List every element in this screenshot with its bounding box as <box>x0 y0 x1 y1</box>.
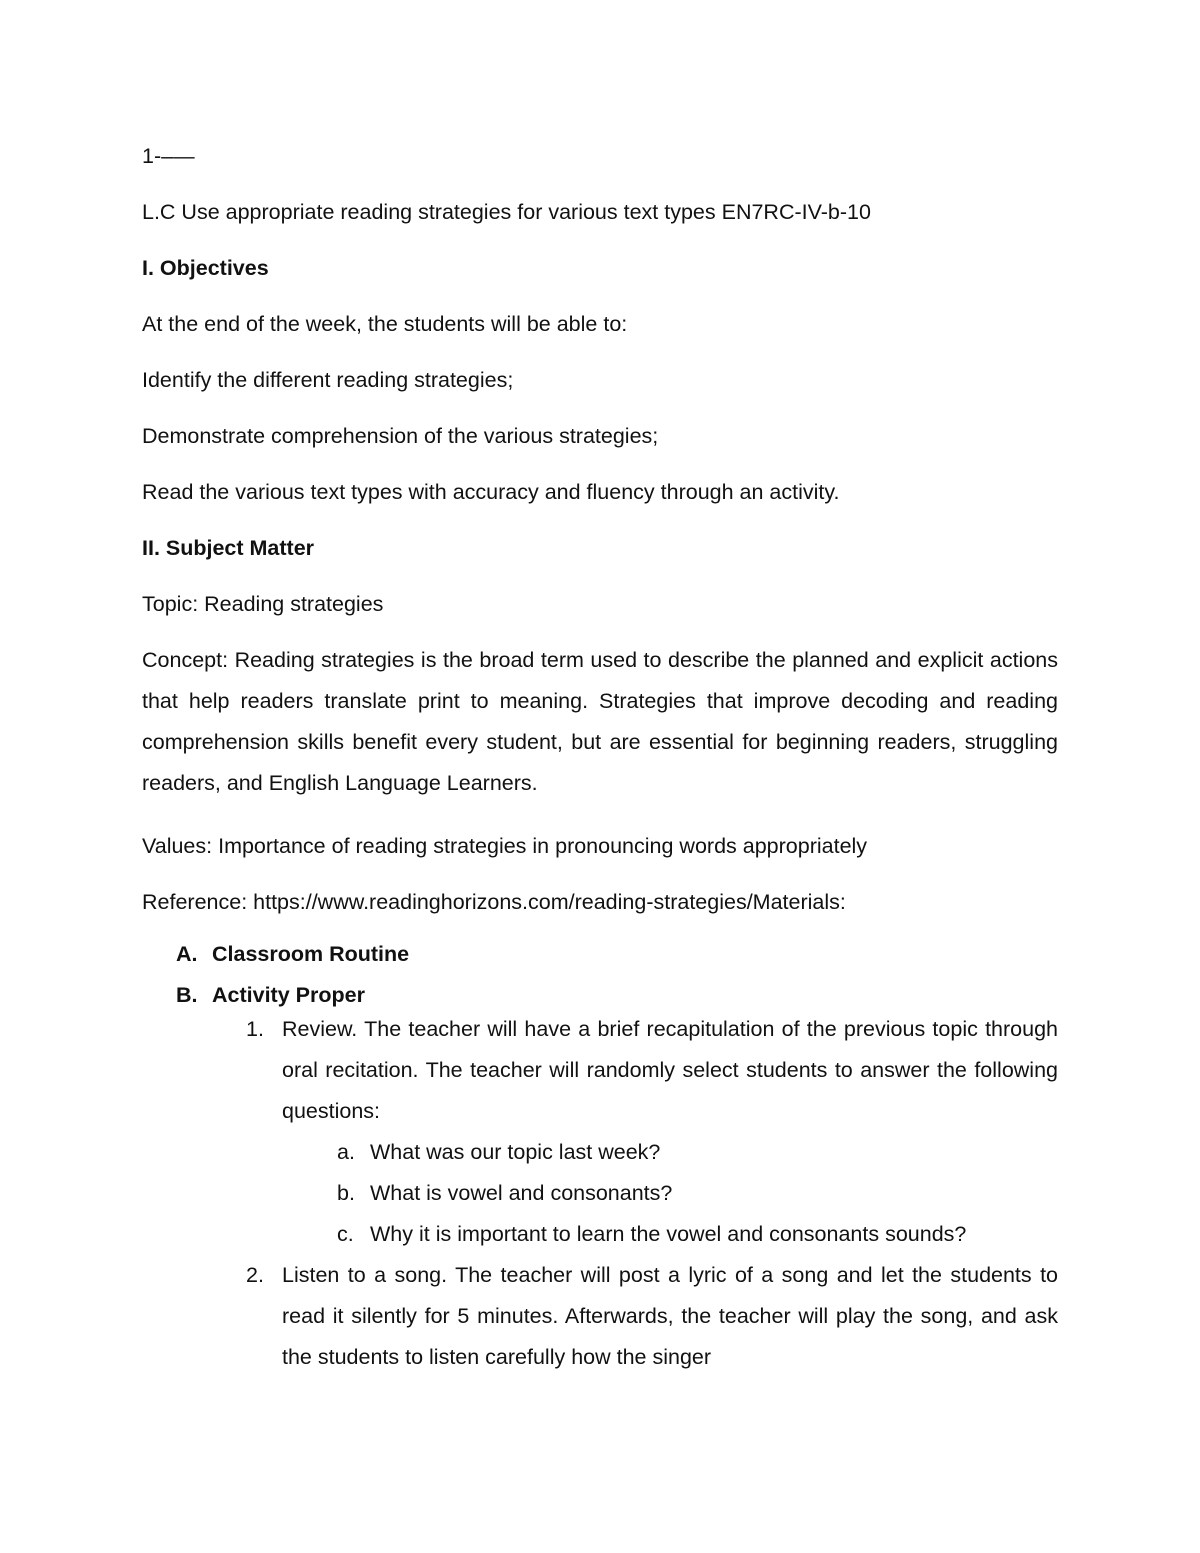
section-title: Activity Proper <box>212 983 365 1007</box>
objective-item: Read the various text types with accuracy and fluency through an activity. <box>142 480 840 504</box>
section-classroom-routine <box>142 941 1058 968</box>
reference-line: Reference: https://www.readinghorizons.com/reading-strategies/Materials: <box>142 890 846 914</box>
question-marker: a. <box>337 1140 355 1164</box>
page-marker: 1-–— <box>142 144 195 168</box>
topic-line: Topic: Reading strategies <box>142 592 384 616</box>
objectives-intro: At the end of the week, the students will be able to: <box>142 312 628 336</box>
review-question <box>282 1173 1058 1214</box>
section-activity-proper <box>142 982 1058 1378</box>
review-question <box>282 1214 1058 1255</box>
values-line: Values: Importance of reading strategies in pronouncing words appropriately <box>142 834 868 858</box>
concept-paragraph: Concept: Reading strategies is the broad term used to describe the planned and explicit actions that help readers translate print to meaning. Strategies that improve decoding and reading comprehension skills benefit every student, but are essential for beginning readers, struggling readers, and English Language Learners. <box>142 648 1058 795</box>
procedure-sections <box>142 941 1058 1378</box>
section-title: Classroom Routine <box>212 942 410 966</box>
objective-item: Demonstrate comprehension of the various strategies; <box>142 424 659 448</box>
question-text: What was our topic last week? <box>370 1140 661 1164</box>
document-body <box>142 143 1058 1392</box>
objectives-heading: I. Objectives <box>142 256 269 280</box>
activity-step-listen <box>142 1255 1058 1378</box>
step-marker: 2. <box>246 1263 264 1287</box>
learning-competency: L.C Use appropriate reading strategies for various text types EN7RC-IV-b-10 <box>142 200 871 224</box>
review-question <box>282 1132 1058 1173</box>
subject-matter-heading: II. Subject Matter <box>142 536 315 560</box>
question-text: What is vowel and consonants? <box>370 1181 673 1205</box>
activity-step-review <box>142 1009 1058 1255</box>
question-marker: b. <box>337 1181 355 1205</box>
question-marker: c. <box>337 1222 354 1246</box>
review-questions <box>282 1132 1058 1255</box>
objective-item: Identify the different reading strategies; <box>142 368 514 392</box>
activity-steps <box>142 1009 1058 1378</box>
step-text: Listen to a song. The teacher will post a lyric of a song and let the students to read it silently for 5 minutes. Afterwards, the teacher will play the song, and ask the students to listen carefully how the singer <box>282 1263 1058 1369</box>
question-text: Why it is important to learn the vowel and consonants sounds? <box>370 1222 967 1246</box>
step-marker: 1. <box>246 1017 264 1041</box>
section-marker: A. <box>176 942 198 966</box>
step-text: Review. The teacher will have a brief recapitulation of the previous topic through oral recitation. The teacher will randomly select students to answer the following questions: <box>282 1017 1058 1123</box>
section-marker: B. <box>176 983 198 1007</box>
